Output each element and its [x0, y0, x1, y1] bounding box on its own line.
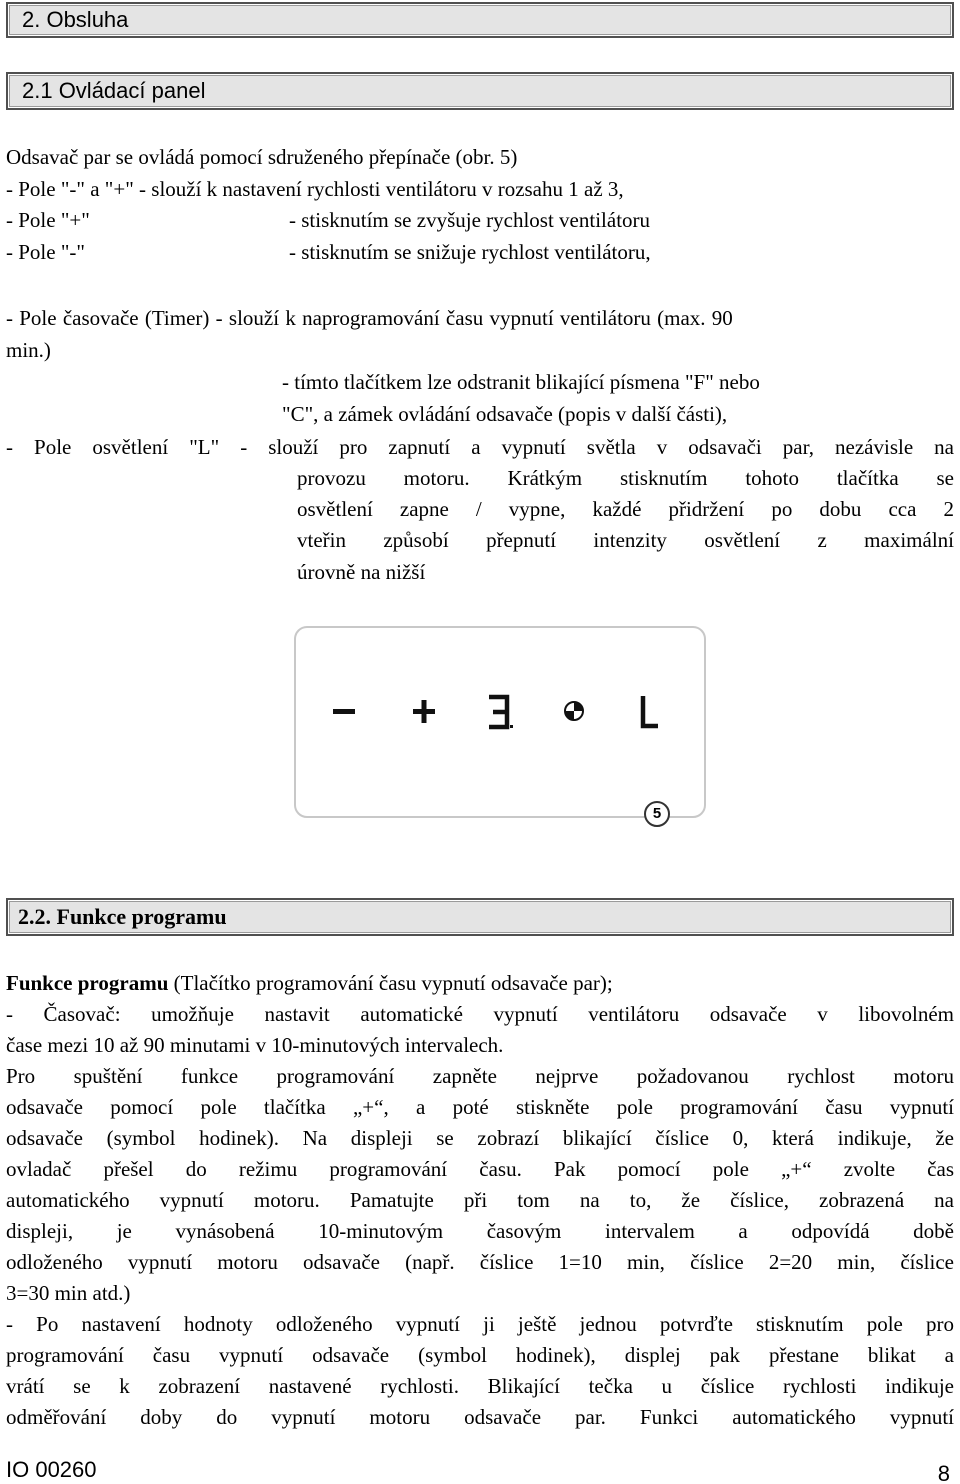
program-line: Pro spuštění funkce programování zapněte nejprve požadovanou rychlost motoru [6, 1064, 954, 1088]
intro-line-minus-label: - Pole "-" [6, 240, 85, 264]
program-line: odměřování doby do vypnutí motoru odsavače par. Funkci automatického vypnutí [6, 1405, 954, 1429]
program-line: vrátí se k zobrazení nastavené rychlosti. Blikající tečka u číslice rychlosti indikuje [6, 1374, 954, 1398]
light-line: osvětlení zapne / vypne, každé přidržení po dobu cca 2 [297, 497, 954, 521]
light-line: - Pole osvětlení "L" - slouží pro zapnutí a vypnutí světla v odsavači par, nezávisle na [6, 435, 954, 459]
program-lead-rest: (Tlačítko programování času vypnutí odsavače par); [168, 971, 613, 995]
program-body [6, 999, 954, 1433]
timer-line: min.) [6, 338, 51, 362]
program-line: ovladač přešel do režimu programování času. Pak pomocí pole „+“ zvolte čas [6, 1157, 954, 1181]
intro-line: Odsavač par se ovládá pomocí sdruženého přepínače (obr. 5) [6, 145, 518, 169]
timer-line: - Pole časovače (Timer) - slouží k naprogramování času vypnutí ventilátoru (max. 90 [6, 306, 733, 330]
heading-text: 2.2. Funkce programu [18, 904, 227, 929]
program-line: odloženého vypnutí motoru odsavače (např. číslice 1=10 min, číslice 2=20 min, číslice [6, 1250, 954, 1274]
program-line: displeji, je vynásobená 10-minutovým časovým intervalem a odpovídá době [6, 1219, 954, 1243]
heading-text: 2.1 Ovládací panel [22, 78, 206, 103]
minus-button[interactable] [333, 709, 355, 714]
document-id: IO 00260 [6, 1457, 97, 1482]
program-line: - Časovač: umožňuje nastavit automatické vypnutí ventilátoru odsavače v libovolném [6, 1002, 954, 1026]
section-heading-ovladaci-panel [6, 72, 954, 110]
program-line: čase mezi 10 až 90 minutami v 10-minutových intervalech. [6, 1033, 504, 1057]
figure-number-text: 5 [652, 805, 662, 822]
intro-line-minus-text: - stisknutím se snižuje rychlost ventilátoru, [289, 240, 651, 264]
program-lead-bold: Funkce programu [6, 971, 169, 995]
page-number: 8 [937, 1461, 950, 1484]
timer-line: - tímto tlačítkem lze odstranit blikající písmena "F" nebo [282, 370, 760, 394]
heading-text: 2. Obsluha [22, 7, 129, 32]
timer-clock-icon[interactable] [565, 702, 583, 720]
program-line: automatického vypnutí motoru. Pamatujte při tom na to, že číslice, zobrazená na [6, 1188, 954, 1212]
program-line: programování času vypnutí odsavače (symbol hodinek), displej pak přestane blikat a [6, 1343, 954, 1367]
light-line: úrovně na nižší [297, 560, 426, 584]
section-heading-funkce-programu [6, 898, 954, 936]
intro-line: - Pole "-" a "+" - slouží k nastavení rychlosti ventilátoru v rozsahu 1 až 3, [6, 177, 624, 201]
light-line: provozu motoru. Krátkým stisknutím tohoto tlačítka se [297, 466, 954, 490]
control-panel-drawing [293, 625, 707, 830]
section-heading-obsluha [6, 2, 954, 38]
program-line: odsavače pomocí pole tlačítka „+“, a poté stiskněte pole programování času vypnutí [6, 1095, 954, 1119]
intro-line-plus-text: - stisknutím se zvyšuje rychlost ventilátoru [289, 208, 651, 232]
timer-line: "C", a zámek ovládání odsavače (popis v další části), [282, 402, 728, 426]
control-panel-figure [293, 625, 707, 830]
light-line: vteřin způsobí přepnutí intenzity osvětlení z maximální [297, 528, 954, 552]
program-lead [6, 968, 613, 999]
program-line: - Po nastavení hodnoty odloženého vypnutí ji ještě jednou potvrďte stisknutím pole pro [6, 1312, 954, 1336]
program-line: odsavače (symbol hodinek). Na displeji se zobrazí blikající číslice 0, která indikuje, že [6, 1126, 954, 1150]
intro-line-plus-label: - Pole "+" [6, 208, 90, 232]
program-line: 3=30 min atd.) [6, 1281, 131, 1305]
